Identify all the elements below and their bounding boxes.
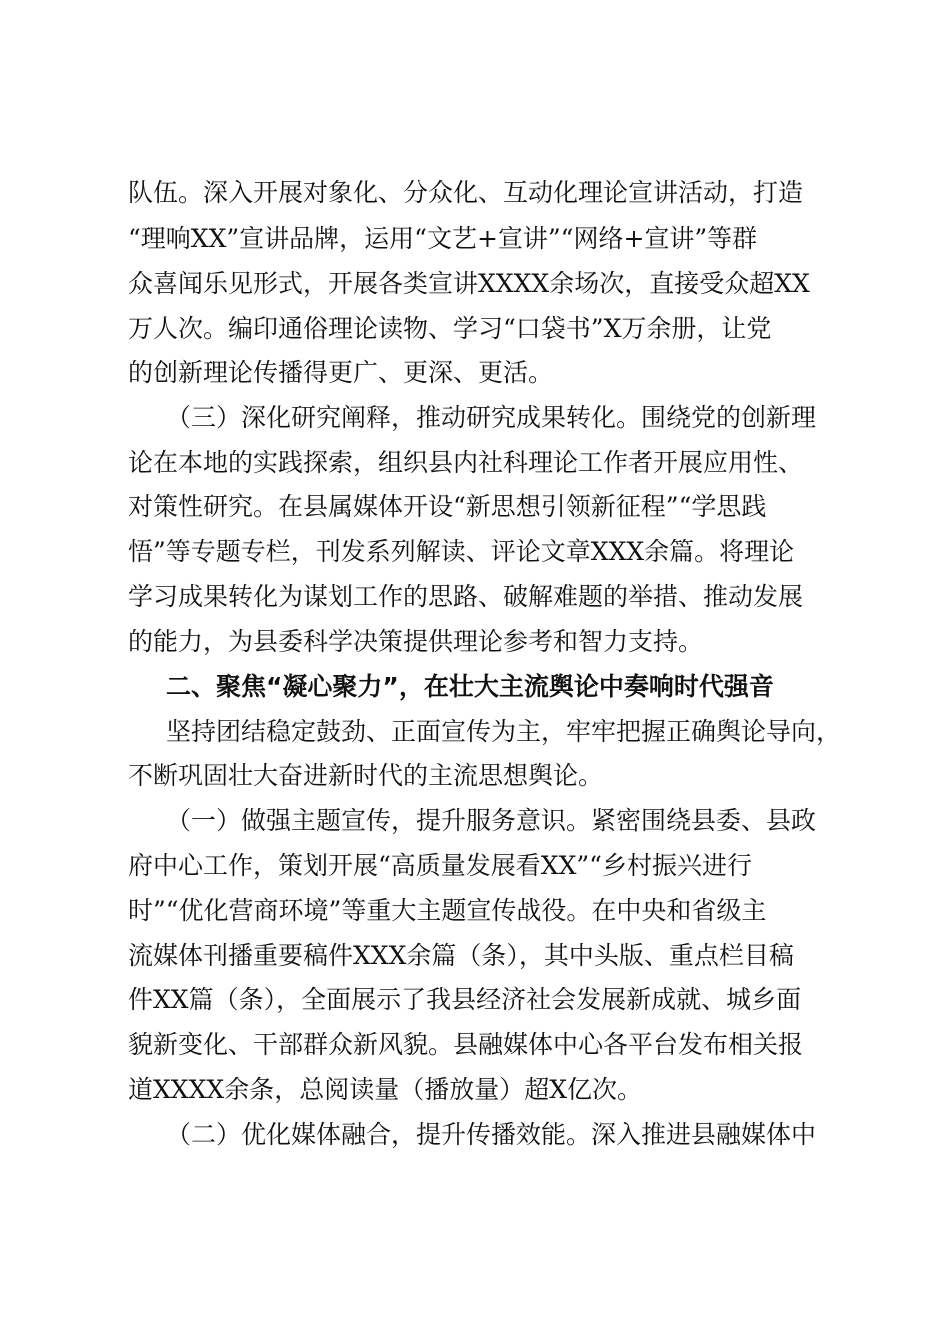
paragraph-line: 的能力，为县委科学决策提供理论参考和智力支持。 bbox=[128, 627, 704, 656]
paragraph-line: 道XXXX余条，总阅读量（播放量）超X亿次。 bbox=[128, 1075, 642, 1104]
paragraph-line: 府中心工作，策划开展“高质量发展看XX”“乡村振兴进行 bbox=[128, 851, 752, 880]
paragraph-line: 坚持团结稳定鼓劲、正面宣传为主，牢牢把握正确舆论导向， bbox=[166, 717, 842, 746]
paragraph-line: “理响XX”宣讲品牌，运用“文艺+宣讲”“网络+宣讲”等群 bbox=[128, 224, 758, 253]
paragraph-line: 对策性研究。在县属媒体开设“新思想引领新征程”“学思践 bbox=[128, 492, 767, 521]
paragraph-line: 不断巩固壮大奋进新时代的主流思想舆论。 bbox=[128, 761, 604, 790]
paragraph-line: 学习成果转化为谋划工作的思路、破解难题的举措、推动发展 bbox=[128, 582, 804, 611]
paragraph-line: 流媒体刊播重要稿件XXX余篇（条），其中头版、重点栏目稿 bbox=[128, 941, 794, 970]
section-paragraph-start: （二）优化媒体融合，提升传播效能。深入推进县融媒体中 bbox=[166, 1120, 817, 1149]
paragraph-line: 众喜闻乐见形式，开展各类宣讲XXXX余场次，直接受众超XX bbox=[128, 269, 810, 298]
section-heading: 二、聚焦“凝心聚力”，在壮大主流舆论中奏响时代强音 bbox=[166, 672, 774, 701]
paragraph-line: 万人次。编印通俗理论读物、学习“口袋书”X万余册，让党 bbox=[128, 314, 772, 343]
paragraph-line: 的创新理论传播得更广、更深、更活。 bbox=[128, 358, 554, 387]
paragraph-line: 时”“优化营商环境”等重大主题宣传战役。在中央和省级主 bbox=[128, 896, 767, 925]
paragraph-line: 悟”等专题专栏，刊发系列解读、评论文章XXX余篇。将理论 bbox=[128, 537, 795, 566]
section-paragraph-start: （一）做强主题宣传，提升服务意识。紧密围绕县委、县政 bbox=[166, 806, 817, 835]
paragraph-line: 件XX篇（条），全面展示了我县经济社会发展新成就、城乡面 bbox=[128, 985, 802, 1014]
paragraph-line: 队伍。深入开展对象化、分众化、互动化理论宣讲活动，打造 bbox=[128, 178, 804, 207]
paragraph-line: 论在本地的实践探索，组织县内社科理论工作者开展应用性、 bbox=[128, 448, 804, 477]
section-paragraph-start: （三）深化研究阐释，推动研究成果转化。围绕党的创新理 bbox=[166, 403, 817, 432]
paragraph-line: 貌新变化、干部群众新风貌。县融媒体中心各平台发布相关报 bbox=[128, 1030, 804, 1059]
